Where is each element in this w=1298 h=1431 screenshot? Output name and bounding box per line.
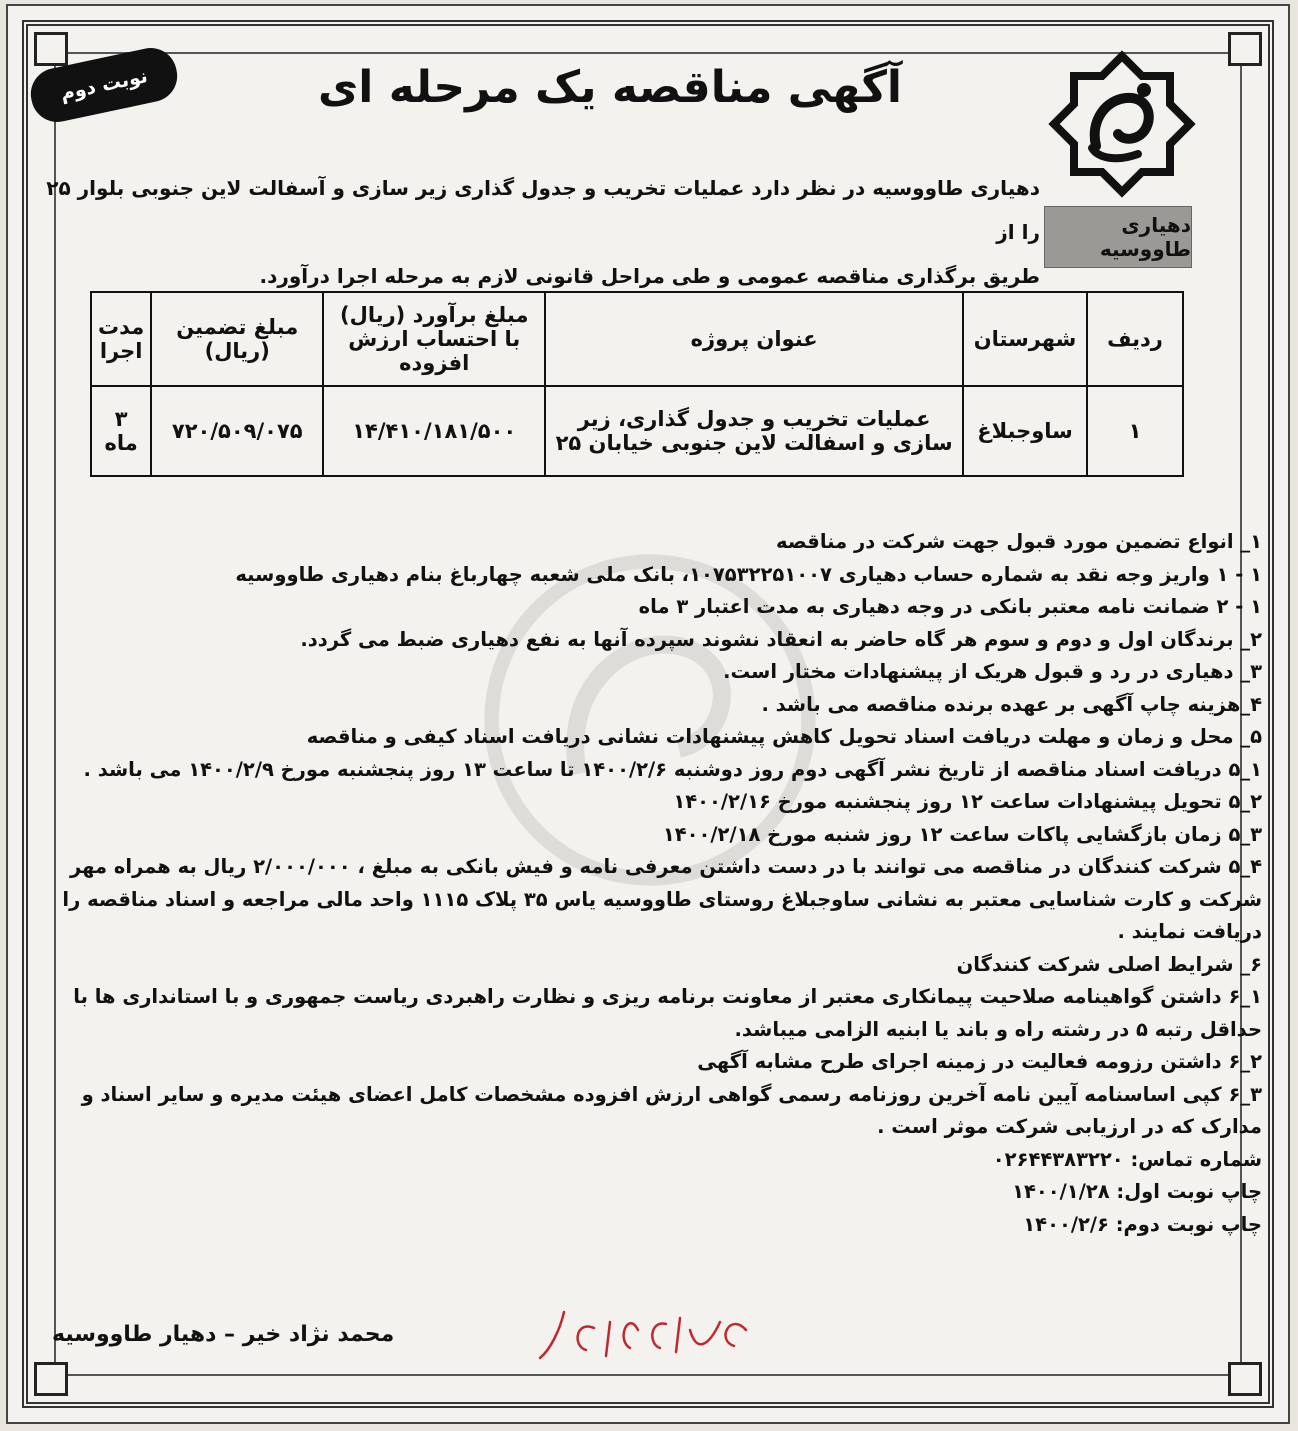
condition-item: ۵_ محل و زمان و مهلت دریافت اسناد تحویل کاهش پیشنهادات نشانی دریافت اسناد کیفی و مناقصه — [306, 725, 1262, 748]
cell-project-title: عملیات تخریب و جدول گذاری، زیر سازی و اسفالت لاین جنوبی خیابان ۲۵ — [545, 386, 963, 476]
condition-item: ۱_۵ دریافت اسناد مناقصه از تاریخ نشر آگهی دوم روز دوشنبه ۱۴۰۰/۲/۶ تا ساعت ۱۳ روز پنجشنبه مورخ ۱۴۰۰/۲/۹ می باشد . — [83, 757, 1262, 781]
header-duration: مدت اجرا — [91, 292, 151, 386]
signature: محمد نژاد خیر – دهیار طاووسیه — [52, 1322, 395, 1347]
condition-item: ۴_هزینه چاپ آگهی بر عهده برنده مناقصه می باشد . — [761, 692, 1262, 716]
header-project-title: عنوان پروژه — [545, 292, 963, 386]
intro-line: طریق برگذاری مناقصه عمومی و طی مراحل قانونی لازم به مرحله اجرا درآورد. — [259, 264, 1040, 288]
corner-ornament — [1228, 32, 1262, 66]
condition-item: ۱ - ۱ واریز وجه نقد به شماره حساب دهیاری ۱۰۷۵۳۲۲۵۱۰۰۷، بانک ملی شعبه چهارباغ بنام دهیاری طاووسیه — [235, 562, 1262, 586]
corner-ornament — [34, 32, 68, 66]
condition-item: ۱_۶ داشتن گواهینامه صلاحیت پیمانکاری معتبر از معاونت برنامه ریزی و نظارت راهبردی ریاست جمهوری و با استانداری ها با حداقل رتبه ۵ در رشته راه و باند یا ابنیه الزامی میباشد. — [73, 985, 1262, 1041]
contact-phone: شماره تماس: ۰۲۶۴۴۳۸۳۲۲۰ — [992, 1147, 1262, 1171]
cell-county: ساوجبلاغ — [963, 386, 1087, 476]
condition-item: ۲_۵ تحویل پیشنهادات ساعت ۱۲ روز پنجشنبه مورخ ۱۴۰۰/۲/۱۶ — [673, 790, 1262, 813]
condition-item: ۱ - ۲ ضمانت نامه معتبر بانکی در وجه دهیاری به مدت اعتبار ۳ ماه — [638, 595, 1262, 618]
condition-item: ۳_۶ کپی اساسنامه آیین نامه آخرین روزنامه رسمی گواهی ارزش افزوده مشخصات کامل اعضای هیئت مدیره و سایر اسناد و مدارک که در ارزیابی شرکت موثر است . — [81, 1082, 1262, 1138]
condition-item: ۶_ شرایط اصلی شرکت کنندگان — [956, 952, 1262, 976]
first-print-date: چاپ نوبت اول: ۱۴۰۰/۱/۲۸ — [1012, 1180, 1262, 1203]
handwritten-note-icon — [520, 1300, 760, 1370]
header-estimate: مبلغ برآورد (ریال) با احتساب ارزش افزوده — [323, 292, 545, 386]
corner-ornament — [34, 1362, 68, 1396]
condition-item: ۱_ انواع تضمین مورد قبول جهت شرکت در مناقصه — [776, 530, 1262, 553]
condition-item: ۴_۵ شرکت کنندگان در مناقصه می توانند با در دست داشتن معرفی نامه و فیش بانکی به مبلغ ، ۲/۰۰۰/۰۰۰ ریال به همراه مهر شرکت و کارت شناسایی معتبر به نشانی ساوجبلاغ روستای طاووسیه یاس ۳۵ پلاک ۱۱۱۵ واحد مالی مراجعه و اسناد مناقصه را دریافت نمایند . — [62, 855, 1262, 943]
print-round-badge: نوبت دوم — [26, 43, 182, 127]
condition-item: ۳_ دهیاری در رد و قبول هریک از پیشنهادات مختار است. — [723, 660, 1262, 683]
intro-paragraph — [40, 166, 1040, 298]
corner-ornament — [1228, 1362, 1262, 1396]
header-guarantee: مبلغ تضمین (ریال) — [151, 292, 323, 386]
second-print-date: چاپ نوبت دوم: ۱۴۰۰/۲/۶ — [1023, 1212, 1262, 1236]
header-row-number: ردیف — [1087, 292, 1183, 386]
cell-estimate: ۱۴/۴۱۰/۱۸۱/۵۰۰ — [323, 386, 545, 476]
table-header-row — [91, 292, 1183, 386]
tender-table — [90, 291, 1184, 477]
cell-row-number: ۱ — [1087, 386, 1183, 476]
tender-conditions — [36, 526, 1262, 1241]
dehyari-logo-icon — [1046, 50, 1198, 200]
condition-item: ۲_ برندگان اول و دوم و سوم هر گاه حاضر به انعقاد نشوند سپرده آنها به نفع دهیاری ضبط می گردد. — [300, 627, 1262, 651]
organization-label: دهیاری طاووسیه — [1044, 206, 1192, 268]
condition-item: ۲_۶ داشتن رزومه فعالیت در زمینه اجرای طرح مشابه آگهی — [697, 1050, 1262, 1073]
table-row — [91, 386, 1183, 476]
cell-duration: ۳ ماه — [91, 386, 151, 476]
condition-item: ۳_۵ زمان بازگشایی پاکات ساعت ۱۲ روز شنبه مورخ ۱۴۰۰/۲/۱۸ — [662, 822, 1262, 846]
intro-line: دهیاری طاووسیه در نظر دارد عملیات تخریب و جدول گذاری زیر سازی و آسفالت لاین جنوبی بلوار ۲۵ را از — [46, 176, 1040, 244]
header-county: شهرستان — [963, 292, 1087, 386]
page-title: آگهی مناقصه یک مرحله ای — [317, 62, 903, 113]
cell-guarantee: ۷۲۰/۵۰۹/۰۷۵ — [151, 386, 323, 476]
